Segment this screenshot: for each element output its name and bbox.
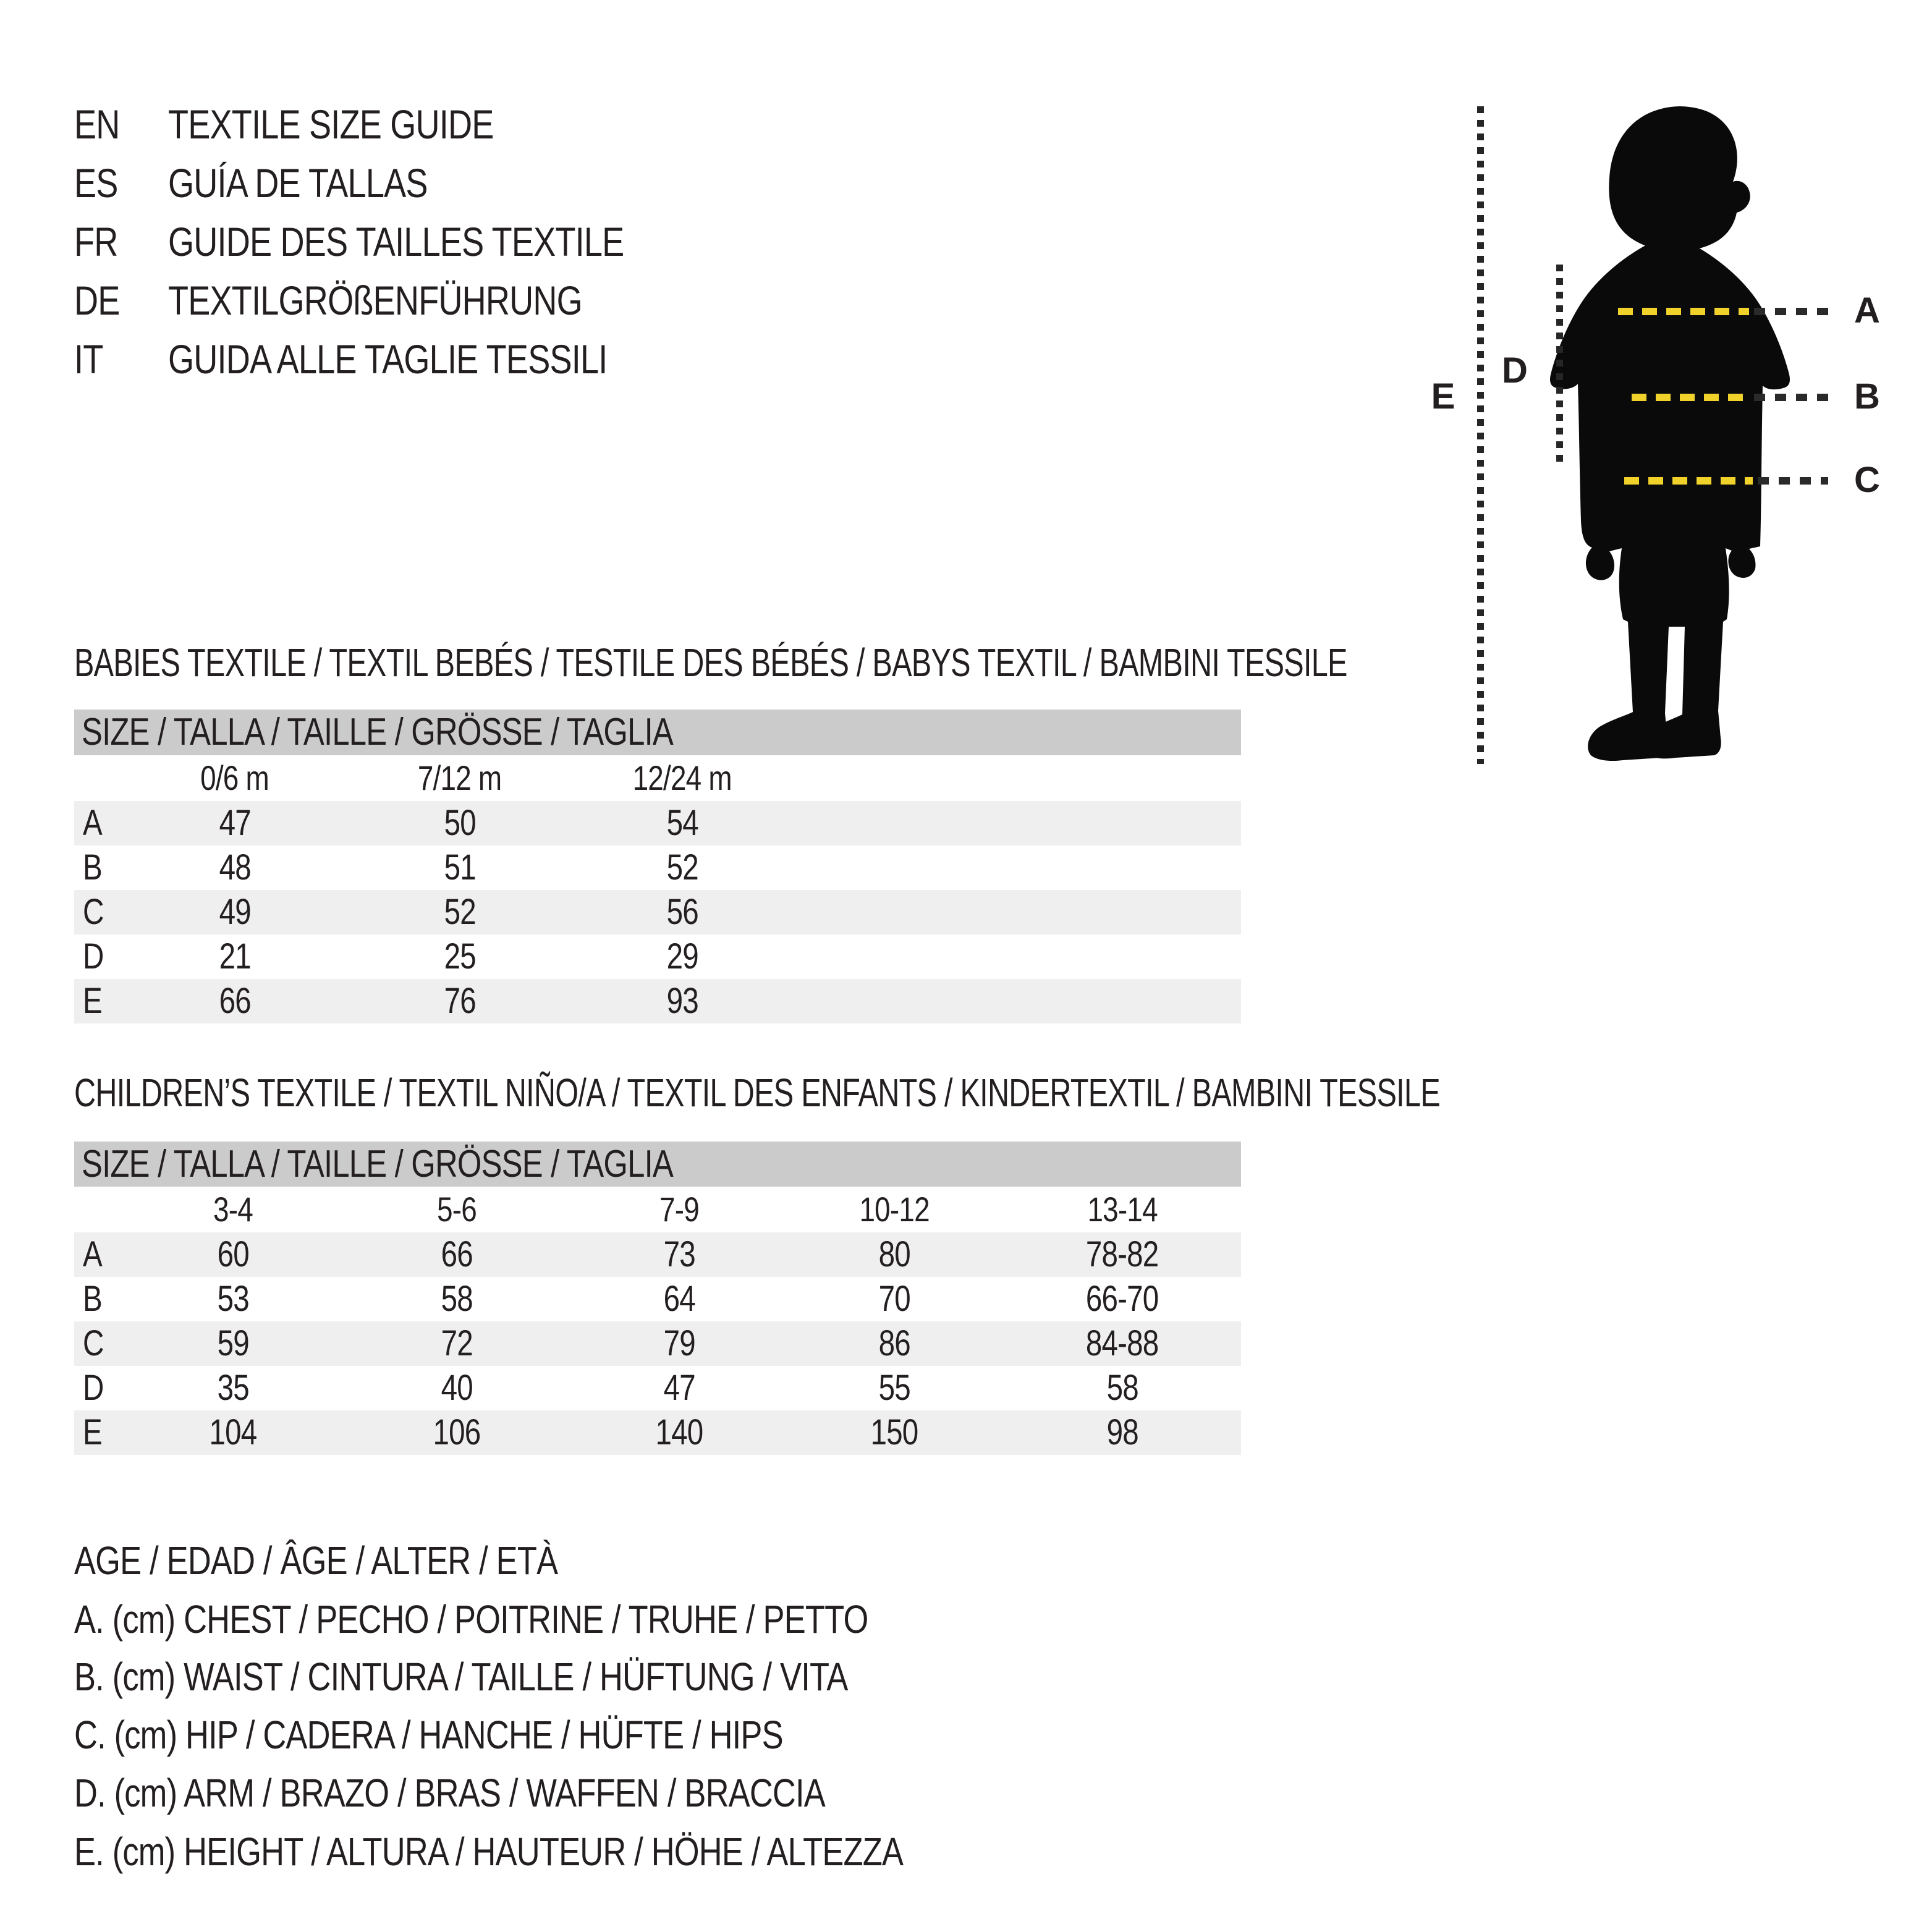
table-row (74, 1232, 1241, 1277)
row-label: E (83, 981, 102, 1021)
table-row (74, 1410, 1241, 1455)
language-code: IT (74, 336, 103, 382)
babies-size-header-text: SIZE / TALLA / TAILLE / GRÖSSE / TAGLIA (82, 711, 673, 753)
figure-label-b: B (1854, 376, 1880, 417)
babies-column-header: 7/12 m (418, 758, 502, 797)
table-cell: 70 (878, 1279, 910, 1319)
arm-measure-dotted-line-d (1556, 265, 1563, 468)
table-cell: 21 (219, 936, 251, 977)
figure-label-a: A (1854, 290, 1880, 331)
table-cell: 49 (219, 892, 251, 932)
legend-text: D. (cm) ARM / BRAZO / BRAS / WAFFEN / BRACCIA (74, 1771, 825, 1815)
figure-label-c: C (1854, 460, 1880, 500)
table-cell: 150 (870, 1412, 918, 1452)
table-cell: 66 (219, 981, 251, 1021)
row-label: A (83, 803, 102, 843)
table-cell: 98 (1106, 1412, 1138, 1452)
legend-line-chest (74, 1597, 1042, 1642)
row-label: A (83, 1234, 102, 1274)
babies-table-header-band (74, 710, 1241, 755)
children-table-header-band (74, 1142, 1241, 1187)
table-cell: 86 (878, 1323, 910, 1363)
legend-text: B. (cm) WAIST / CINTURA / TAILLE / HÜFTUNG / VITA (74, 1654, 848, 1699)
hip-line-black (1758, 477, 1828, 485)
legend-line-waist (74, 1654, 1017, 1699)
legend-line-age (74, 1538, 664, 1583)
chest-line-black (1754, 308, 1828, 315)
table-cell: 72 (441, 1323, 473, 1363)
legend-text: C. (cm) HIP / CADERA / HANCHE / HÜFTE / HIPS (74, 1713, 783, 1757)
language-title: GUIDE DES TAILLES TEXTILE (168, 219, 624, 265)
table-cell: 51 (444, 847, 476, 888)
table-row (74, 1366, 1241, 1410)
babies-section-heading (74, 640, 1749, 685)
table-cell: 54 (666, 803, 698, 843)
hip-line-yellow (1624, 477, 1753, 485)
chest-line-yellow (1618, 308, 1749, 315)
table-row (74, 801, 1241, 845)
waist-line-yellow (1632, 394, 1749, 401)
table-row (74, 1321, 1241, 1366)
table-cell: 47 (219, 803, 251, 843)
legend-line-hip (74, 1713, 939, 1757)
legend-text: E. (cm) HEIGHT / ALTURA / HAUTEUR / HÖHE / ALTEZZA (74, 1829, 904, 1874)
babies-column-header: 12/24 m (632, 758, 732, 797)
waist-line-black (1754, 394, 1828, 401)
table-cell: 29 (666, 936, 698, 977)
table-cell: 73 (663, 1234, 695, 1274)
table-cell: 58 (441, 1279, 473, 1319)
table-cell: 79 (663, 1323, 695, 1363)
children-column-header: 10-12 (859, 1190, 930, 1229)
table-cell: 93 (666, 981, 698, 1021)
table-cell: 58 (1106, 1368, 1138, 1408)
language-title: GUÍA DE TALLAS (168, 160, 428, 206)
table-cell: 104 (209, 1412, 257, 1452)
legend-text: AGE / EDAD / ÂGE / ALTER / ETÀ (74, 1538, 558, 1583)
table-cell: 64 (663, 1279, 695, 1319)
table-cell: 52 (666, 847, 698, 888)
language-title: GUIDA ALLE TAGLIE TESSILI (168, 336, 608, 382)
table-row (74, 890, 1241, 934)
row-label: B (83, 847, 102, 888)
babies-section-heading-text: BABIES TEXTILE / TEXTIL BEBÉS / TESTILE DES BÉBÉS / BABYS TEXTIL / BAMBINI TESSILE (74, 640, 1347, 685)
table-cell: 52 (444, 892, 476, 932)
children-size-header-text: SIZE / TALLA / TAILLE / GRÖSSE / TAGLIA (82, 1143, 673, 1185)
table-cell: 47 (663, 1368, 695, 1408)
language-code: FR (74, 219, 118, 265)
babies-column-header: 0/6 m (200, 758, 269, 797)
language-code: EN (74, 101, 120, 147)
table-cell: 80 (878, 1234, 910, 1274)
table-cell: 25 (444, 936, 476, 977)
table-cell: 50 (444, 803, 476, 843)
table-cell: 106 (433, 1412, 481, 1452)
language-title: TEXTILE SIZE GUIDE (168, 101, 494, 147)
children-section-heading-text: CHILDREN’S TEXTILE / TEXTIL NIÑO/A / TEXTIL DES ENFANTS / KINDERTEXTIL / BAMBINI TESSILE (74, 1070, 1440, 1115)
table-cell: 59 (217, 1323, 249, 1363)
table-cell: 140 (655, 1412, 703, 1452)
row-label: E (83, 1412, 102, 1452)
table-cell: 66 (441, 1234, 473, 1274)
figure-label-d: D (1502, 350, 1528, 391)
table-cell: 40 (441, 1368, 473, 1408)
children-column-header: 7-9 (659, 1190, 699, 1229)
language-title: TEXTILGRÖßENFÜHRUNG (168, 278, 582, 323)
children-column-header-row (74, 1187, 1241, 1232)
table-cell: 84-88 (1086, 1323, 1159, 1363)
row-label: D (83, 1368, 104, 1408)
table-cell: 76 (444, 981, 476, 1021)
row-label: C (83, 892, 104, 932)
row-label: D (83, 936, 104, 977)
table-cell: 35 (217, 1368, 249, 1408)
row-label: C (83, 1323, 104, 1363)
table-cell: 66-70 (1086, 1279, 1159, 1319)
legend-line-height (74, 1829, 1085, 1874)
language-code: DE (74, 278, 120, 323)
children-column-header: 3-4 (213, 1190, 253, 1229)
table-cell: 55 (878, 1368, 910, 1408)
table-row (74, 845, 1241, 890)
children-section-heading (74, 1070, 1871, 1115)
table-row (74, 979, 1241, 1023)
table-cell: 56 (666, 892, 698, 932)
language-code: ES (74, 160, 118, 206)
table-cell: 48 (219, 847, 251, 888)
figure-label-e: E (1431, 376, 1455, 417)
legend-text: A. (cm) CHEST / PECHO / POITRINE / TRUHE / PETTO (74, 1597, 868, 1642)
table-cell: 53 (217, 1279, 249, 1319)
legend-line-arm (74, 1771, 990, 1815)
table-row (74, 934, 1241, 979)
row-label: B (83, 1279, 102, 1319)
babies-column-header-row (74, 755, 1241, 801)
table-cell: 78-82 (1086, 1234, 1159, 1274)
table-row (74, 1277, 1241, 1321)
children-column-header: 5-6 (437, 1190, 477, 1229)
children-column-header: 13-14 (1087, 1190, 1158, 1229)
table-cell: 60 (217, 1234, 249, 1274)
